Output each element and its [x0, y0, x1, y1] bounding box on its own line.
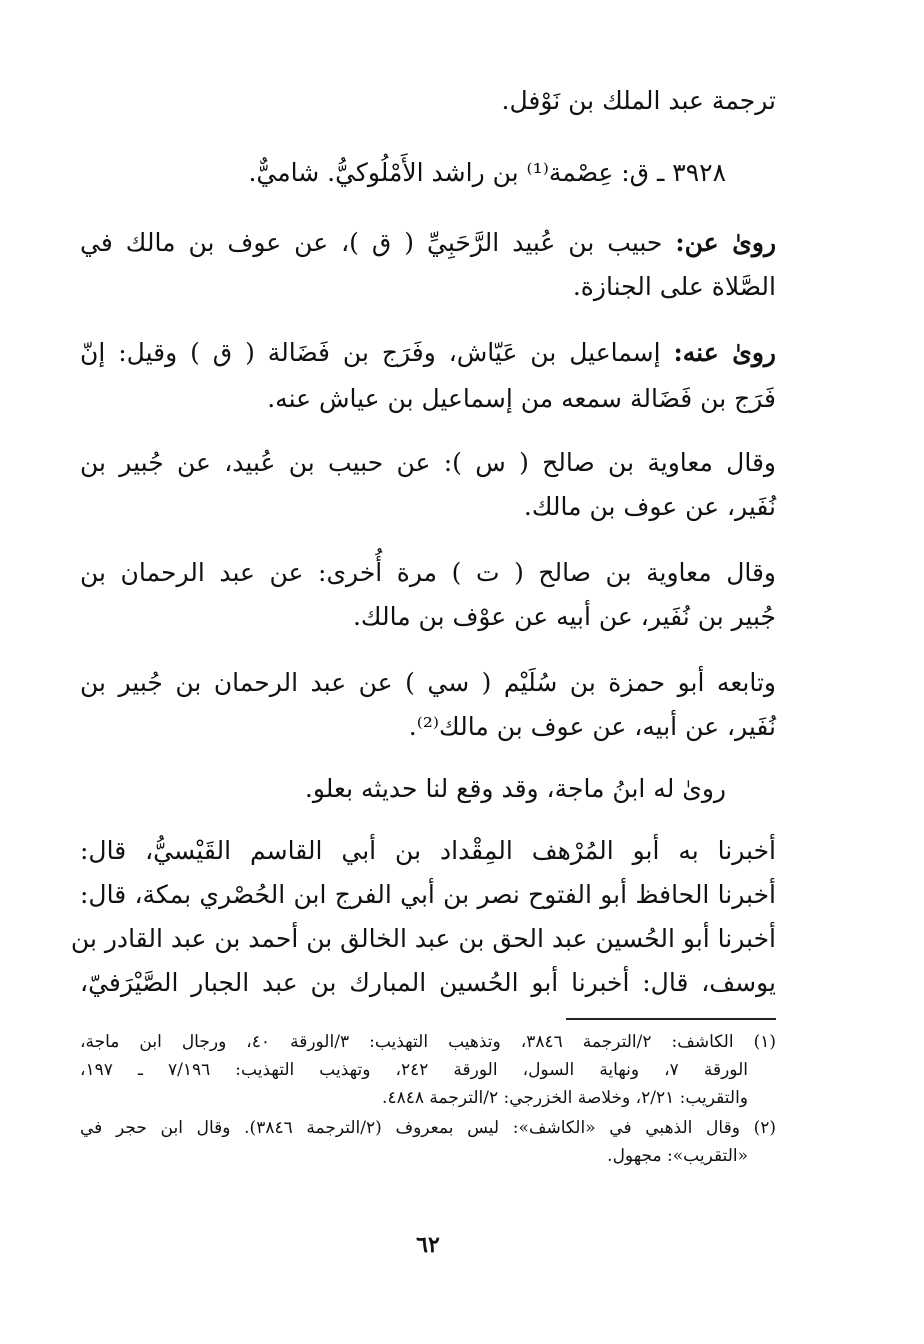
- text-line: [80, 224, 776, 262]
- footnote-line: «التقريب»: مجهول.: [607, 1146, 748, 1166]
- text-line: يوسف، قال: أخبرنا أبو الحُسين المبارك بن عبد الجبار الصَّيْرَفيّ،: [80, 968, 777, 997]
- footnote-separator: [566, 1018, 776, 1020]
- text-line: وقال معاوية بن صالح ( ت ) مرة أُخرى: عن عبد الرحمان بن: [80, 558, 776, 587]
- text-line: نُفَير، عن أبيه، عن عوف بن مالك⁽²⁾.: [408, 712, 776, 741]
- section-label: روىٰ عنه:: [673, 338, 777, 367]
- text-span: حبيب بن عُبيد الرَّحَبِيِّ ( ق )، عن عوف بن مالك في: [80, 228, 663, 257]
- text-line: وتابعه أبو حمزة بن سُلَيْم ( سي ) عن عبد الرحمان بن جُبير بن: [80, 668, 776, 697]
- text-line: ترجمة عبد الملك بن نَوْفل.: [501, 86, 776, 115]
- text-line: أخبرنا الحافظ أبو الفتوح نصر بن أبي الفرج ابن الحُصْري بمكة، قال:: [80, 880, 776, 909]
- text-line: جُبير بن نُفَير، عن أبيه عن عوْف بن مالك.: [352, 602, 776, 631]
- footnote-line: (٢) وقال الذهبي في «الكاشف»: ليس بمعروف (٢/الترجمة ٣٨٤٦). وقال ابن حجر في: [80, 1118, 776, 1138]
- entry-heading: ٣٩٢٨ ـ ق: عِصْمة⁽¹⁾ بن راشد الأَمْلُوكيُّ. شاميٌّ.: [248, 158, 726, 187]
- text-line: أخبرنا أبو الحُسين عبد الحق بن عبد الخالق بن أحمد بن عبد القادر بن: [70, 924, 776, 953]
- page-number: ٦٢: [416, 1232, 440, 1258]
- footnote-line: الورقة ٧، ونهاية السول، الورقة ٢٤٢، وتهذيب التهذيب: ٧/١٩٦ ـ ١٩٧،: [80, 1060, 748, 1080]
- footnote-line: والتقريب: ٢/٢١، وخلاصة الخزرجي: ٢/الترجمة ٤٨٤٨.: [382, 1088, 748, 1108]
- text-line: وقال معاوية بن صالح ( س ): عن حبيب بن عُبيد، عن جُبير بن: [80, 448, 776, 477]
- section-label: روىٰ عن:: [675, 228, 777, 257]
- text-line: روىٰ له ابنُ ماجة، وقد وقع لنا حديثه بعلو.: [304, 774, 726, 803]
- text-line: أخبرنا به أبو المُرْهف المِقْداد بن أبي القاسم القَيْسيُّ، قال:: [80, 836, 776, 865]
- text-line: نُفَير، عن عوف بن مالك.: [523, 492, 776, 521]
- text-line: فَرَج بن فَضَالة سمعه من إسماعيل بن عياش عنه.: [267, 384, 776, 413]
- text-line: [80, 334, 776, 372]
- text-line: الصَّلاة على الجنازة.: [572, 272, 776, 301]
- text-span: إسماعيل بن عَيّاش، وفَرَج بن فَضَالة ( ق ) وقيل: إنّ: [80, 338, 661, 367]
- footnote-line: (١) الكاشف: ٢/الترجمة ٣٨٤٦، وتذهيب التهذيب: ٣/الورقة ٤٠، ورجال ابن ماجة،: [80, 1032, 777, 1052]
